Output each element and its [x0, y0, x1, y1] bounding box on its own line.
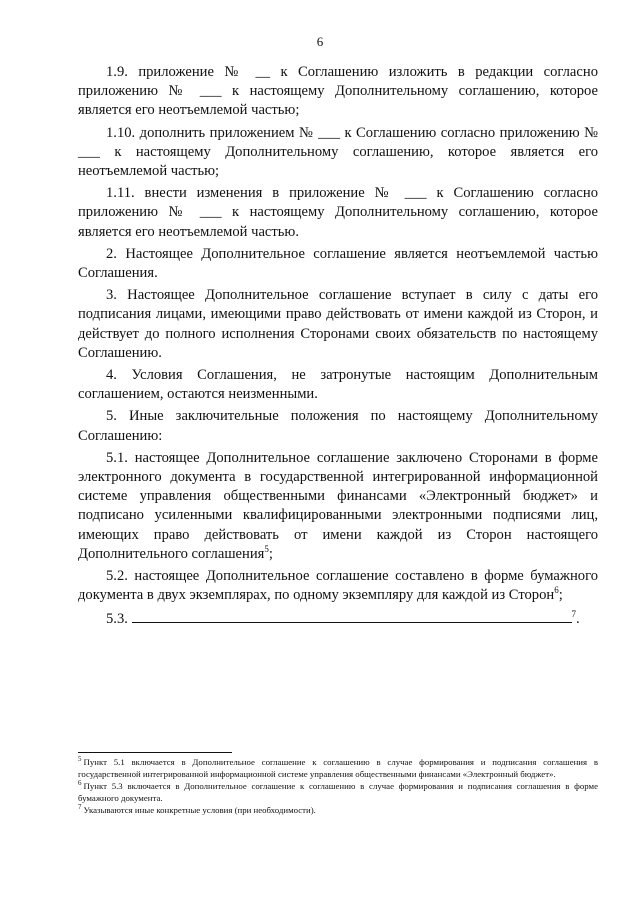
paragraph-3: 3. Настоящее Дополнительное соглашение вступает в силу с даты его подписания лицами, имеющими право действовать от имени каждой из Сторон, и действует до полного исполнения Сторонами своих обязательств по настоящему Соглашению. — [78, 287, 598, 361]
paragraph-5: 5. Иные заключительные положения по настоящему Дополнительному Соглашению: — [78, 408, 598, 444]
footnote-5 — [78, 757, 598, 780]
fill-in-blank-line[interactable] — [132, 608, 572, 623]
page-number: 6 — [316, 34, 324, 49]
footnote-text: Пункт 5.3 включается в Дополнительное соглашение к соглашению в случае формирования и подписания соглашения в форме бумажного документа. — [78, 781, 598, 803]
footnotes — [78, 757, 598, 818]
footnote-separator — [78, 752, 232, 753]
footnote-6 — [78, 781, 598, 804]
footnote-ref-5[interactable]: 5 — [264, 544, 269, 555]
paragraph-2: 2. Настоящее Дополнительное соглашение является неотъемлемой частью Соглашения. — [78, 245, 598, 282]
paragraph-5-3-end: . — [576, 611, 580, 628]
paragraph-5-1-text: 5.1. настоящее Дополнительное соглашение заключено Сторонами в форме электронного документа в государственной интегрированной информационной системе управления общественными финансами «Электронный бюджет» и подписано усиленными квалифицированными электронными подписями лиц, имеющих право действовать от имени каждой из Сторон настоящего Дополнительного соглашения — [78, 449, 598, 562]
footnote-7 — [78, 805, 598, 817]
paragraph-5-1-end: ; — [268, 545, 273, 562]
footnote-text: Указываются иные конкретные условия (при необходимости). — [83, 805, 316, 815]
footnote-ref-7[interactable]: 7 — [571, 609, 577, 620]
paragraph-1-11: 1.11. внести изменения в приложение № ___ к Соглашению согласно приложению № ___ к настоящему Дополнительному соглашению, которое является его неотъемлемой частью. — [78, 185, 598, 240]
footnote-text: Пункт 5.1 включается в Дополнительное соглашение к соглашению в случае формирования и подписания соглашения в государственной интегрированной информационной системе управления общественными финансами «Электронный бюджет». — [78, 757, 598, 779]
paragraph-5-1 — [78, 449, 598, 564]
paragraph-5-2-end: ; — [558, 587, 563, 604]
footnote-mark: 6 — [78, 779, 82, 788]
paragraph-5-3-label: 5.3. — [106, 611, 128, 628]
paragraph-1-10: 1.10. дополнить приложением № ___ к Соглашению согласно приложению № ___ к настоящему Дополнительному соглашению, которое является его неотъемлемой частью; — [78, 124, 598, 180]
footnote-mark: 7 — [78, 803, 82, 812]
paragraph-5-2 — [78, 567, 598, 605]
footnote-mark: 5 — [78, 755, 82, 764]
paragraph-1-9: 1.9. приложение № __ к Соглашению изложить в редакции согласно приложению № ___ к настоящему Дополнительному соглашению, которое является его неотъемлемой частью; — [78, 64, 598, 119]
document-body — [78, 63, 598, 630]
paragraph-4: 4. Условия Соглашения, не затронутые настоящим Дополнительным соглашением, остаются неизменными. — [78, 367, 598, 403]
paragraph-5-2-text: 5.2. настоящее Дополнительное соглашение составлено в форме бумажного документа в двух экземплярах, по одному экземпляру для каждой из Сторон — [78, 568, 598, 604]
paragraph-5-3 — [78, 608, 598, 629]
footnote-ref-6[interactable]: 6 — [554, 585, 559, 596]
